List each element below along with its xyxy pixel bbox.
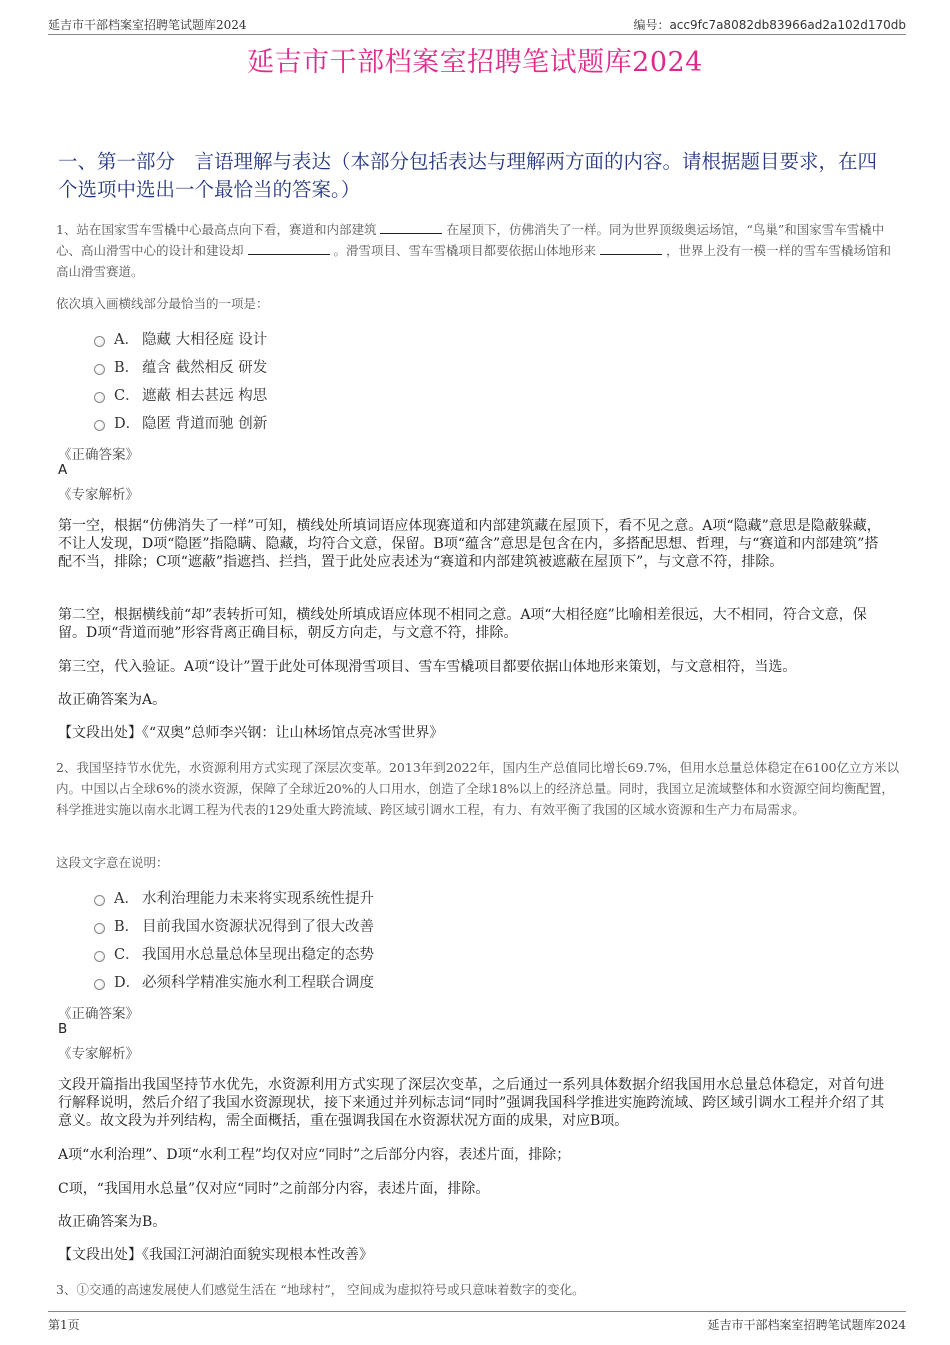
fill-blank-3 xyxy=(600,241,662,255)
source-citation: 【文段出处】《我国江河湖泊面貌实现根本性改善》 xyxy=(58,1247,373,1263)
source-citation: 【文段出处】《“双奥”总师李兴钢：让山林场馆点亮冰雪世界》 xyxy=(58,725,444,741)
q1-text-part-c: 。滑雪项目、雪车雪橇项目都要依据山体地形来 xyxy=(333,243,597,258)
header-doc-title: 延吉市干部档案室招聘笔试题库2024 xyxy=(48,18,247,32)
option-a[interactable] xyxy=(94,883,594,911)
question-2-text: 2、我国坚持节水优先，水资源利用方式实现了深层次变革。2013年到2022年，国内生产总值同比增长69.7%，但用水总量总体稳定在6100亿立方米以内。中国以占全球6%的淡水资源，保障了全球近20%的人口用水，创造了全球18%以上的经济总量。同时，我国立足流域整体和水资源空间均衡配置，科学推进实施以南水北调工程为代表的129处重大跨流域、跨区域引调水工程，有力、有效平衡了我国的区域水资源和生产力布局需求。 xyxy=(56,760,900,817)
radio-button[interactable] xyxy=(94,951,105,962)
option-a[interactable] xyxy=(94,324,594,352)
option-b[interactable] xyxy=(94,911,594,939)
option-text: 水利治理能力未来将实现系统性提升 xyxy=(142,890,374,907)
option-text: 遮蔽 相去甚远 构思 xyxy=(142,387,268,404)
footer-doc-title: 延吉市干部档案室招聘笔试题库2024 xyxy=(707,1318,906,1332)
option-b[interactable] xyxy=(94,352,594,380)
analysis-paragraph: A项“水利治理”、D项“水利工程”均仅对应“同时”之后部分内容，表述片面，排除； xyxy=(58,1147,571,1163)
radio-button[interactable] xyxy=(94,979,105,990)
radio-button[interactable] xyxy=(94,923,105,934)
option-text: 隐匿 背道而驰 创新 xyxy=(142,415,268,432)
radio-button[interactable] xyxy=(94,392,105,403)
header-doc-id: 编号：acc9fc7a8082db83966ad2a102d170db xyxy=(633,18,906,32)
option-text: 目前我国水资源状况得到了很大改善 xyxy=(142,918,374,935)
analysis-paragraph: 故正确答案为B。 xyxy=(58,1214,167,1230)
analysis-paragraph: 文段开篇指出我国坚持节水优先，水资源利用方式实现了深层次变革，之后通过一系列具体数据介绍我国用水总量总体稳定，对首句进行解释说明，然后介绍了我国水资源现状，接下来通过并列标志词“同时”强调我国科学推进实施跨流域、跨区域引调水工程并介绍了其意义。故文段为并列结构，需全面概括，重在强调我国在水资源状况方面的成果，对应B项。 xyxy=(58,1077,885,1129)
analysis-label: 《专家解析》 xyxy=(58,1046,139,1062)
question-1-prompt: 依次填入画横线部分最恰当的一项是： xyxy=(56,296,269,311)
radio-button[interactable] xyxy=(94,420,105,431)
analysis-paragraph: 第三空，代入验证。A项“设计”置于此处可体现滑雪项目、雪车雪橇项目都要依据山体地形来策划，与文意相符，当选。 xyxy=(58,659,797,675)
question-3-text: 3、①交通的高速发展使人们感觉生活在 “地球村”， 空间成为虚拟符号或只意味着数字的变化。 xyxy=(56,1282,585,1297)
question-1-text xyxy=(56,219,900,282)
option-letter: C． xyxy=(114,946,140,963)
option-letter: C． xyxy=(114,387,140,404)
analysis-paragraph: C项，“我国用水总量”仅对应“同时”之前部分内容，表述片面，排除。 xyxy=(58,1181,490,1197)
answer-label: 《正确答案》 xyxy=(58,1006,139,1022)
q1-text-part-a: 1、站在国家雪车雪橇中心最高点向下看，赛道和内部建筑 xyxy=(56,222,377,237)
page-number: 第1页 xyxy=(48,1318,80,1332)
answer-value: A xyxy=(58,462,68,478)
fill-blank-1 xyxy=(380,220,442,234)
question-2-options xyxy=(94,883,594,995)
option-letter: D． xyxy=(114,415,141,432)
page-title: 延吉市干部档案室招聘笔试题库2024 xyxy=(247,47,703,78)
option-letter: A． xyxy=(114,890,139,907)
option-letter: B． xyxy=(114,918,140,935)
answer-value: B xyxy=(58,1021,68,1037)
option-c[interactable] xyxy=(94,380,594,408)
option-text: 我国用水总量总体呈现出稳定的态势 xyxy=(142,946,374,963)
option-d[interactable] xyxy=(94,967,594,995)
q1-text-part-b: 在屋顶下，仿佛消失了一样。同为世界顶级奥运场馆，“鸟巢”和国家雪车雪橇中心、高山滑雪中心的设计和建设却 xyxy=(56,222,885,258)
option-letter: A． xyxy=(114,331,139,348)
analysis-label: 《专家解析》 xyxy=(58,487,139,503)
option-text: 必须科学精准实施水利工程联合调度 xyxy=(142,974,374,991)
radio-button[interactable] xyxy=(94,336,105,347)
option-d[interactable] xyxy=(94,408,594,436)
radio-button[interactable] xyxy=(94,895,105,906)
question-1-options xyxy=(94,324,594,436)
analysis-paragraph: 第二空，根据横线前“却”表转折可知，横线处所填成语应体现不相同之意。A项“大相径庭”比喻相差很远，大不相同，符合文意，保留。D项“背道而驰”形容背离正确目标，朝反方向走，与文意不符，排除。 xyxy=(58,607,867,641)
option-letter: D． xyxy=(114,974,141,991)
radio-button[interactable] xyxy=(94,364,105,375)
page-footer xyxy=(48,1311,906,1334)
option-text: 蕴含 截然相反 研发 xyxy=(142,359,268,376)
question-2-prompt: 这段文字意在说明： xyxy=(56,855,169,870)
option-text: 隐藏 大相径庭 设计 xyxy=(142,331,268,348)
section-heading: 一、第一部分 言语理解与表达（本部分包括表达与理解两方面的内容。请根据题目要求，在四个选项中选出一个最恰当的答案。） xyxy=(58,150,878,201)
fill-blank-2 xyxy=(248,241,330,255)
analysis-paragraph: 故正确答案为A。 xyxy=(58,692,167,708)
answer-label: 《正确答案》 xyxy=(58,447,139,463)
analysis-paragraph: 第一空，根据“仿佛消失了一样”可知，横线处所填词语应体现赛道和内部建筑藏在屋顶下，看不见之意。A项“隐藏”意思是隐蔽躲藏，不让人发现，D项“隐匿”指隐瞒、隐藏，均符合文意，保留。B项“蕴含”意思是包含在内，多搭配思想、哲理，与“赛道和内部建筑”搭配不当，排除；C项“遮蔽”指遮挡、拦挡，置于此处应表述为“赛道和内部建筑被遮蔽在屋顶下”，与文意不符，排除。 xyxy=(58,518,881,570)
option-c[interactable] xyxy=(94,939,594,967)
option-letter: B． xyxy=(114,359,140,376)
q1-text-part-d: ，世界上没有一模一样的雪车雪橇场馆和高山滑雪赛道。 xyxy=(56,243,892,279)
page-header xyxy=(48,14,906,35)
